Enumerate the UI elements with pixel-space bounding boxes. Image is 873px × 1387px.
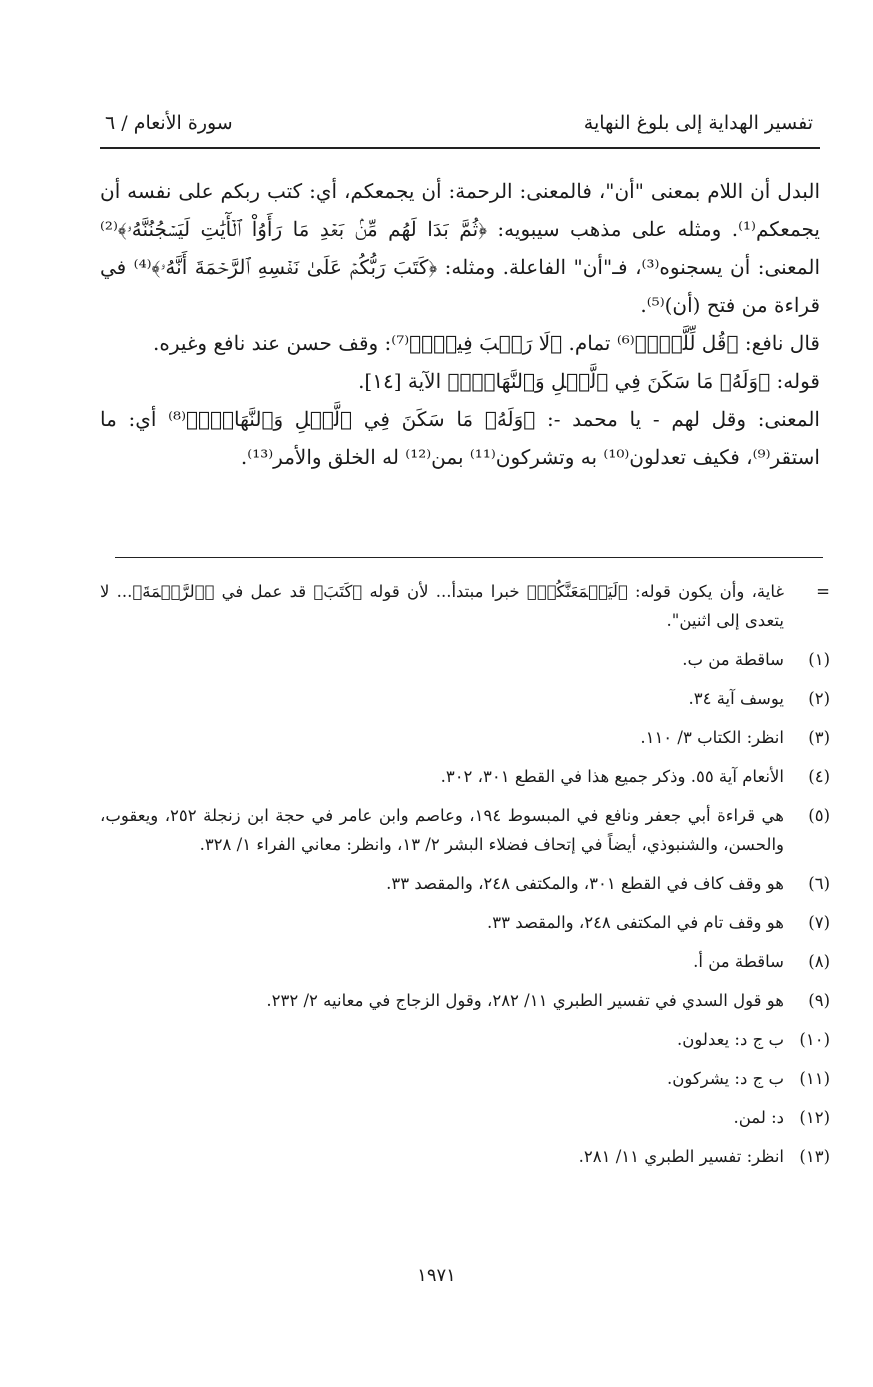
footnote-number: (٩) xyxy=(808,991,830,1010)
footnote-number: (٧) xyxy=(808,913,830,932)
footnote-number: (١١) xyxy=(799,1069,830,1088)
footnote-divider xyxy=(115,557,823,558)
footnote-item xyxy=(100,1142,830,1171)
footnote-number: (١٢) xyxy=(799,1108,830,1127)
footnote-text: انظر: تفسير الطبري ١١/ ٢٨١. xyxy=(578,1147,784,1166)
paragraph-3: قوله: ﴿وَلَهُۥ مَا سَكَنَ فِي ٱلَّيۡلِ وَٱلنَّهَارِۚ﴾ الآية [١٤]. xyxy=(358,369,820,393)
footnote-item xyxy=(100,947,830,976)
footnote-number: (٥) xyxy=(808,806,830,825)
footnote-number: (٦) xyxy=(808,874,830,893)
surah-header: سورة الأنعام / ٦ xyxy=(105,112,233,134)
footnote-item xyxy=(100,577,830,635)
book-title: تفسير الهداية إلى بلوغ النهاية xyxy=(583,112,813,134)
footnote-text: هو قول السدي في تفسير الطبري ١١/ ٢٨٢، وقول الزجاج في معانيه ٢/ ٢٣٢. xyxy=(266,991,784,1010)
main-text xyxy=(100,172,820,476)
footnote-number: (١) xyxy=(808,650,830,669)
footnote-item xyxy=(100,723,830,752)
footnote-item xyxy=(100,986,830,1015)
footnote-item xyxy=(100,645,830,674)
paragraph-2: قال نافع: ﴿قُل لِّلَّهِۚ﴾⁽⁶⁾ تمام. ﴿لَا رَيۡبَ فِيهِۚ﴾⁽⁷⁾: وقف حسن عند نافع وغيره. xyxy=(153,331,820,355)
header-divider xyxy=(100,147,820,149)
footnote-text: ب ج د: يشركون. xyxy=(667,1069,784,1088)
footnote-number: (٢) xyxy=(808,689,830,708)
footnote-text: هو وقف كاف في القطع ٣٠١، والمكتفى ٢٤٨، والمقصد ٣٣. xyxy=(386,874,784,893)
footnote-item xyxy=(100,908,830,937)
footnote-item xyxy=(100,1025,830,1054)
footnote-item xyxy=(100,869,830,898)
footnote-item xyxy=(100,684,830,713)
page-number: ١٩٧١ xyxy=(417,1265,456,1286)
footnote-text: الأنعام آية ٥٥. وذكر جميع هذا في القطع ٣٠١، ٣٠٢. xyxy=(440,767,784,786)
paragraph-1: البدل أن اللام بمعنى "أن"، فالمعنى: الرحمة: أن يجمعكم، أي: كتب ربكم على نفسه أن يجمعكم⁽¹⁾. ومثله على مذهب سيبويه: ﴿ثُمَّ بَدَا لَهُم مِّنۢ بَعۡدِ مَا رَأَوُاْ ٱلۡأٓيَٰتِ لَيَسۡجُنُنَّهُۥ﴾⁽²⁾ المعنى: أن يسجنوه⁽³⁾، فـ"أن" الفاعلة. ومثله: ﴿كَتَبَ رَبُّكُمۡ عَلَىٰ نَفۡسِهِ ٱلرَّحۡمَةَ أَنَّهُۥ﴾⁽⁴⁾ في قراءة من فتح (أن)⁽⁵⁾. xyxy=(100,179,821,317)
footnote-text: ساقطة من ب. xyxy=(682,650,784,669)
footnote-text: هي قراءة أبي جعفر ونافع في المبسوط ١٩٤، وعاصم وابن عامر في حجة ابن زنجلة ٢٥٢، ويعقوب، والحسن، والشنبوذي، أيضاً في إتحاف فضلاء البشر ٢/ ١٣، وانظر: معاني الفراء ١/ ٣٢٨. xyxy=(100,806,784,854)
footnote-text: ب ج د: يعدلون. xyxy=(677,1030,784,1049)
footnote-number: (١٣) xyxy=(799,1147,830,1166)
footnote-item xyxy=(100,1064,830,1093)
footnote-number: (٣) xyxy=(808,728,830,747)
footnote-text: ساقطة من أ. xyxy=(693,952,784,971)
footnote-text: د: لمن. xyxy=(733,1108,784,1127)
footnote-text: غاية، وأن يكون قوله: ﴿لَيَجۡمَعَنَّكُمۡ﴾ خبرا مبتدأ... لأن قوله ﴿كَتَبَ﴾ قد عمل في ﴿ٱلرَّحۡمَةَ﴾... لا يتعدى إلى اثنين". xyxy=(100,582,784,630)
footnote-text: انظر: الكتاب ٣/ ١١٠. xyxy=(640,728,784,747)
footnote-number: = xyxy=(816,582,830,601)
footnotes xyxy=(100,577,830,1181)
footnote-number: (١٠) xyxy=(799,1030,830,1049)
footnote-item xyxy=(100,801,830,859)
paragraph-4: المعنى: وقل لهم - يا محمد -: ﴿وَلَهُۥ مَا سَكَنَ فِي ٱلَّيۡلِ وَٱلنَّهَارِۚ﴾⁽⁸⁾ أي: ما استقر⁽⁹⁾، فكيف تعدلون⁽¹⁰⁾ به وتشركون⁽¹¹⁾ بمن⁽¹²⁾ له الخلق والأمر⁽¹³⁾. xyxy=(100,407,820,469)
footnote-item xyxy=(100,1103,830,1132)
footnote-number: (٤) xyxy=(808,767,830,786)
footnote-text: يوسف آية ٣٤. xyxy=(688,689,784,708)
footnote-number: (٨) xyxy=(808,952,830,971)
footnote-text: هو وقف تام في المكتفى ٢٤٨، والمقصد ٣٣. xyxy=(486,913,784,932)
footnote-item xyxy=(100,762,830,791)
